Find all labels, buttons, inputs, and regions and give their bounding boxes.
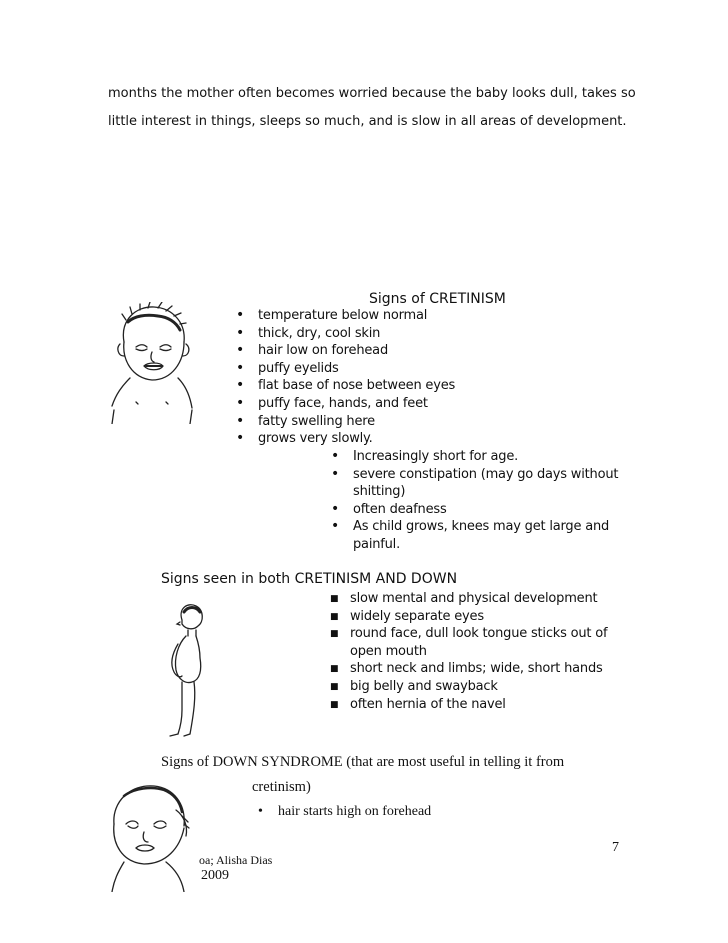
list-item: • fatty swelling here — [236, 412, 375, 429]
down-signs-list — [258, 803, 432, 821]
list-item: ■ big belly and swayback — [330, 678, 498, 694]
cretin-child-illustration — [106, 302, 196, 424]
intro-line-2: little interest in things, sleeps so much, and is slow in all areas of development. — [108, 114, 627, 129]
both-title-emphasis: CRETINISM AND DOWN — [294, 571, 458, 587]
list-item: • hair low on forehead — [236, 342, 388, 359]
list-item: • hair starts high on forehead — [258, 804, 432, 819]
list-item: • severe constipation (may go days without shitting) — [331, 465, 619, 500]
down-title-line-1: Signs of DOWN SYNDROME (that are most useful in telling it from — [161, 754, 565, 770]
list-item: • grows very slowly. — [236, 430, 373, 447]
cretinism-title — [369, 291, 506, 307]
page-number: 7 — [612, 840, 619, 855]
both-title-prefix: Signs seen in both — [161, 571, 295, 587]
down-title-line-2: cretinism) — [252, 779, 311, 795]
list-item: • often deafness — [331, 500, 447, 517]
list-item: • As child grows, knees may get large and painful. — [331, 518, 610, 552]
footer-credit: oa; Alisha Dias — [199, 853, 273, 867]
list-item: • flat base of nose between eyes — [236, 377, 456, 394]
list-item: ■ widely separate eyes — [330, 608, 484, 624]
cretinism-subsigns-list — [331, 448, 628, 554]
intro-line-1: months the mother often becomes worried because the baby looks dull, takes so — [108, 86, 636, 101]
child-profile-illustration — [160, 600, 216, 740]
both-title — [161, 571, 457, 587]
list-item: • thick, dry, cool skin — [236, 324, 381, 341]
list-item: ■ short neck and limbs; wide, short hands — [330, 661, 603, 677]
list-item: • temperature below normal — [236, 307, 428, 323]
cretinism-title-emphasis: CRETINISM — [429, 291, 506, 307]
down-child-illustration — [104, 780, 196, 892]
list-item: ■ often hernia of the navel — [330, 696, 506, 712]
list-item: ■ round face, dull look tongue sticks out of open mouth — [330, 626, 608, 659]
cretinism-signs-list — [236, 307, 456, 448]
list-item: • puffy face, hands, and feet — [236, 394, 428, 411]
list-item: • puffy eyelids — [236, 359, 339, 376]
list-item: ■ slow mental and physical development — [330, 591, 598, 606]
list-item: • Increasingly short for age. — [331, 448, 519, 464]
both-signs-list — [330, 590, 640, 713]
footer-year: 2009 — [201, 868, 229, 883]
cretinism-title-prefix: Signs of — [369, 291, 430, 307]
